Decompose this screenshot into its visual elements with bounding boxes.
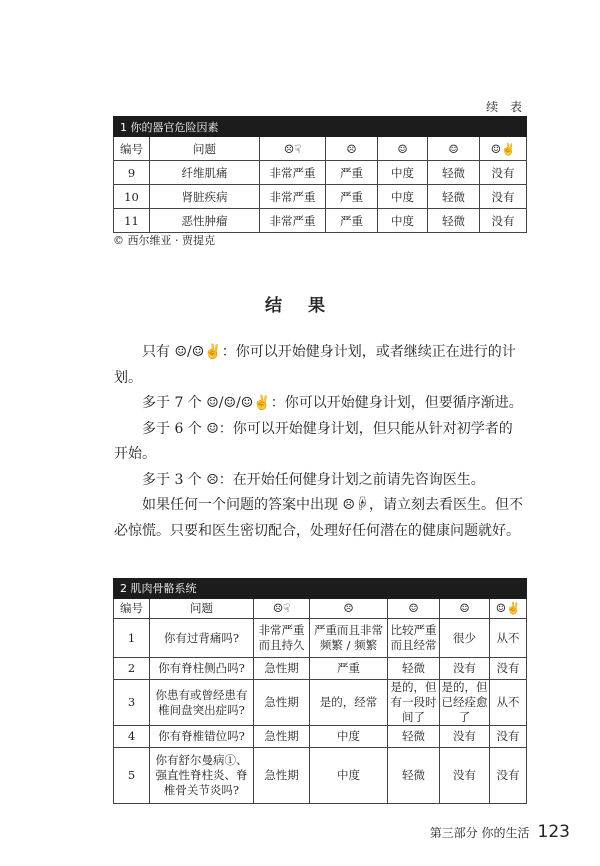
table-cell: 中度 <box>310 726 388 748</box>
table-cell: 你有脊柱侧凸吗? <box>150 658 254 680</box>
very-severe-icon: ☹☟ <box>254 599 310 619</box>
table-cell: 从不 <box>490 680 527 726</box>
table-cell: 轻微 <box>428 209 480 233</box>
column-header: 编号 <box>114 137 150 161</box>
table-cell: 严重 <box>310 658 388 680</box>
table-row <box>114 658 527 680</box>
page-number: 123 <box>537 822 570 842</box>
table-cell: 轻微 <box>388 748 440 804</box>
table-cell: 10 <box>114 185 150 209</box>
table-cell: 轻微 <box>428 161 480 185</box>
page-footer <box>430 822 570 842</box>
continued-label: 续 表 <box>486 100 526 114</box>
column-header: 问题 <box>150 137 260 161</box>
table-cell: 你患有或曾经患有椎间盘突出症吗? <box>150 680 254 726</box>
table-cell: 轻微 <box>428 185 480 209</box>
table-cell: 你有过背痛吗? <box>150 619 254 658</box>
table-cell: 严重 <box>326 209 378 233</box>
musculoskeletal-table <box>113 578 527 804</box>
table-row <box>114 209 527 233</box>
table-cell: 中度 <box>310 748 388 804</box>
table-row <box>114 619 527 658</box>
column-header: 问题 <box>150 599 254 619</box>
table-cell: 没有 <box>480 185 527 209</box>
table-cell: 非常严重 <box>260 161 326 185</box>
none-icon: ☺✌ <box>490 599 527 619</box>
table-cell: 急性期 <box>254 748 310 804</box>
table-title: 2 肌肉骨骼系统 <box>114 579 527 599</box>
table-cell: 轻微 <box>388 658 440 680</box>
table-cell: 非常严重 <box>260 185 326 209</box>
table-cell: 1 <box>114 619 150 658</box>
table-cell: 恶性肿瘤 <box>150 209 260 233</box>
copyright-note: © 西尔维亚 · 贾提克 <box>113 234 215 247</box>
table-cell: 2 <box>114 658 150 680</box>
table-cell: 中度 <box>378 185 428 209</box>
table-row <box>114 680 527 726</box>
results-text <box>114 340 526 544</box>
table-cell: 没有 <box>440 658 490 680</box>
table-cell: 严重 <box>326 161 378 185</box>
table-cell: 没有 <box>490 726 527 748</box>
table-header-row <box>114 599 527 619</box>
table-cell: 是的，但有一段时间了 <box>388 680 440 726</box>
table-cell: 轻微 <box>388 726 440 748</box>
table-cell: 没有 <box>490 748 527 804</box>
table-cell: 比较严重而且经常 <box>388 619 440 658</box>
paragraph: 多于 3 个 ☹：在开始任何健身计划之前请先咨询医生。 <box>142 471 485 488</box>
table-cell: 没有 <box>440 748 490 804</box>
table-cell: 没有 <box>480 161 527 185</box>
table-cell: 纤维肌痛 <box>150 161 260 185</box>
table-cell: 4 <box>114 726 150 748</box>
mild-icon: ☺ <box>428 137 480 161</box>
table-header-row <box>114 137 527 161</box>
table-cell: 急性期 <box>254 658 310 680</box>
table-row <box>114 726 527 748</box>
moderate-icon: ☺ <box>378 137 428 161</box>
table-cell: 从不 <box>490 619 527 658</box>
column-header: 编号 <box>114 599 150 619</box>
table-cell: 严重 <box>326 185 378 209</box>
table-cell: 你有舒尔曼病①、强直性脊柱炎、脊椎骨关节炎吗? <box>150 748 254 804</box>
footer-section: 第三部分 你的生活 <box>429 826 530 840</box>
severe-icon: ☹ <box>310 599 388 619</box>
very-severe-icon: ☹☟ <box>260 137 326 161</box>
table-row <box>114 161 527 185</box>
paragraph: 多于 7 个 ☺/☺/☺✌：你可以开始健身计划，但要循序渐进。 <box>142 395 523 411</box>
table-title: 1 你的器官危险因素 <box>114 117 527 137</box>
paragraph: 多于 6 个 ☺：你可以开始健身计划，但只能从针对初学者的开始。 <box>114 420 513 462</box>
table-cell: 非常严重而且持久 <box>254 619 310 658</box>
table-cell: 11 <box>114 209 150 233</box>
table-row <box>114 185 527 209</box>
table-cell: 没有 <box>480 209 527 233</box>
paragraph: 如果任何一个问题的答案中出现 ☹☟，请立刻去看医生。但不必惊慌。只要和医生密切配合，处理好任何潜在的健康问题就好。 <box>114 497 523 539</box>
table-row <box>114 748 527 804</box>
organ-risk-table <box>113 116 527 233</box>
table-cell: 很少 <box>440 619 490 658</box>
table-cell: 急性期 <box>254 680 310 726</box>
none-icon: ☺✌ <box>480 137 527 161</box>
table-cell: 3 <box>114 680 150 726</box>
severe-icon: ☹ <box>326 137 378 161</box>
moderate-icon: ☺ <box>388 599 440 619</box>
table-cell: 中度 <box>378 209 428 233</box>
table-cell: 非常严重 <box>260 209 326 233</box>
table-cell: 没有 <box>440 726 490 748</box>
section-title: 结 果 <box>265 296 335 316</box>
table-cell: 没有 <box>490 658 527 680</box>
table-cell: 是的，但已经痊愈了 <box>441 680 488 724</box>
table-cell: 是的，经常 <box>310 680 388 726</box>
table-cell: 肾脏疾病 <box>150 185 260 209</box>
table-cell: 5 <box>114 748 150 804</box>
table-cell: 你有脊椎错位吗? <box>150 726 254 748</box>
paragraph: 只有 ☺/☺✌：你可以开始健身计划，或者继续正在进行的计划。 <box>114 344 516 386</box>
table-cell: 严重而且非常频繁 / 频繁 <box>310 619 388 658</box>
table-cell: 急性期 <box>254 726 310 748</box>
table-cell: 9 <box>114 161 150 185</box>
mild-icon: ☺ <box>440 599 490 619</box>
table-cell: 中度 <box>378 161 428 185</box>
